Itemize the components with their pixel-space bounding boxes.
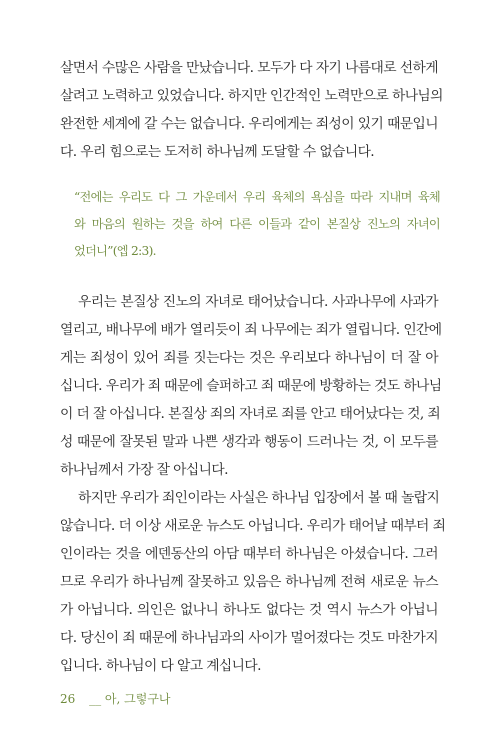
body-line: 성 때문에 잘못된 말과 나쁜 생각과 행동이 드러나는 것, 이 모두를 bbox=[60, 434, 438, 450]
body-line: 입니다. 하나님이 다 알고 계십니다. bbox=[60, 658, 261, 674]
body-line: 하나님께서 가장 잘 아십니다. bbox=[60, 462, 228, 478]
body-line: 인이라는 것을 에덴동산의 아담 때부터 하나님은 아셨습니다. 그러 bbox=[60, 546, 438, 562]
body-line: 우리는 본질상 진노의 자녀로 태어났습니다. 사과나무에 사과가 bbox=[78, 294, 438, 310]
scripture-quote-line: “전에는 우리도 다 그 가운데서 우리 육체의 욕심을 따라 지내며 육체 bbox=[74, 190, 440, 204]
body-line: 므로 우리가 하나님께 잘못하고 있음은 하나님께 전혀 새로운 뉴스 bbox=[60, 574, 438, 590]
scripture-quote-line: 와 마음의 원하는 것을 하여 다른 이들과 같이 본질상 진노의 자녀이 bbox=[74, 217, 440, 231]
body-line: 십니다. 우리가 죄 때문에 슬퍼하고 죄 때문에 방황하는 것도 하나님 bbox=[60, 378, 442, 394]
body-line: 다. 당신이 죄 때문에 하나님과의 사이가 멀어졌다는 것도 마찬가지 bbox=[60, 630, 438, 646]
body-line: 열리고, 배나무에 배가 열리듯이 죄 나무에는 죄가 열립니다. 인간에 bbox=[60, 322, 442, 338]
body-line: 하지만 우리가 죄인이라는 사실은 하나님 입장에서 볼 때 놀랍지 bbox=[78, 490, 440, 506]
body-line: 가 아닙니다. 의인은 없나니 하나도 없다는 것 역시 뉴스가 아닙니 bbox=[60, 602, 438, 618]
body-line: 않습니다. 더 이상 새로운 뉴스도 아닙니다. 우리가 태어날 때부터 죄 bbox=[60, 518, 446, 534]
body-line: 살려고 노력하고 있었습니다. 하지만 인간적인 노력만으로 하나님의 bbox=[60, 88, 443, 104]
body-line: 게는 죄성이 있어 죄를 짓는다는 것은 우리보다 하나님이 더 잘 아 bbox=[60, 350, 438, 366]
page-number: 26 bbox=[60, 692, 76, 706]
page-footer bbox=[60, 690, 171, 707]
body-line: 완전한 세계에 갈 수는 없습니다. 우리에게는 죄성이 있기 때문입니 bbox=[60, 116, 438, 132]
body-line: 살면서 수많은 사람을 만났습니다. 모두가 다 자기 나름대로 선하게 bbox=[60, 60, 438, 76]
body-line: 다. 우리 힘으로는 도저히 하나님께 도달할 수 없습니다. bbox=[60, 144, 375, 160]
body-line: 이 더 잘 아십니다. 본질상 죄의 자녀로 죄를 안고 태어났다는 것, 죄 bbox=[60, 406, 441, 422]
running-title: __ 아, 그렇구나 bbox=[89, 692, 171, 706]
scripture-quote-line: 었더니”(엡 2:3). bbox=[74, 244, 156, 258]
